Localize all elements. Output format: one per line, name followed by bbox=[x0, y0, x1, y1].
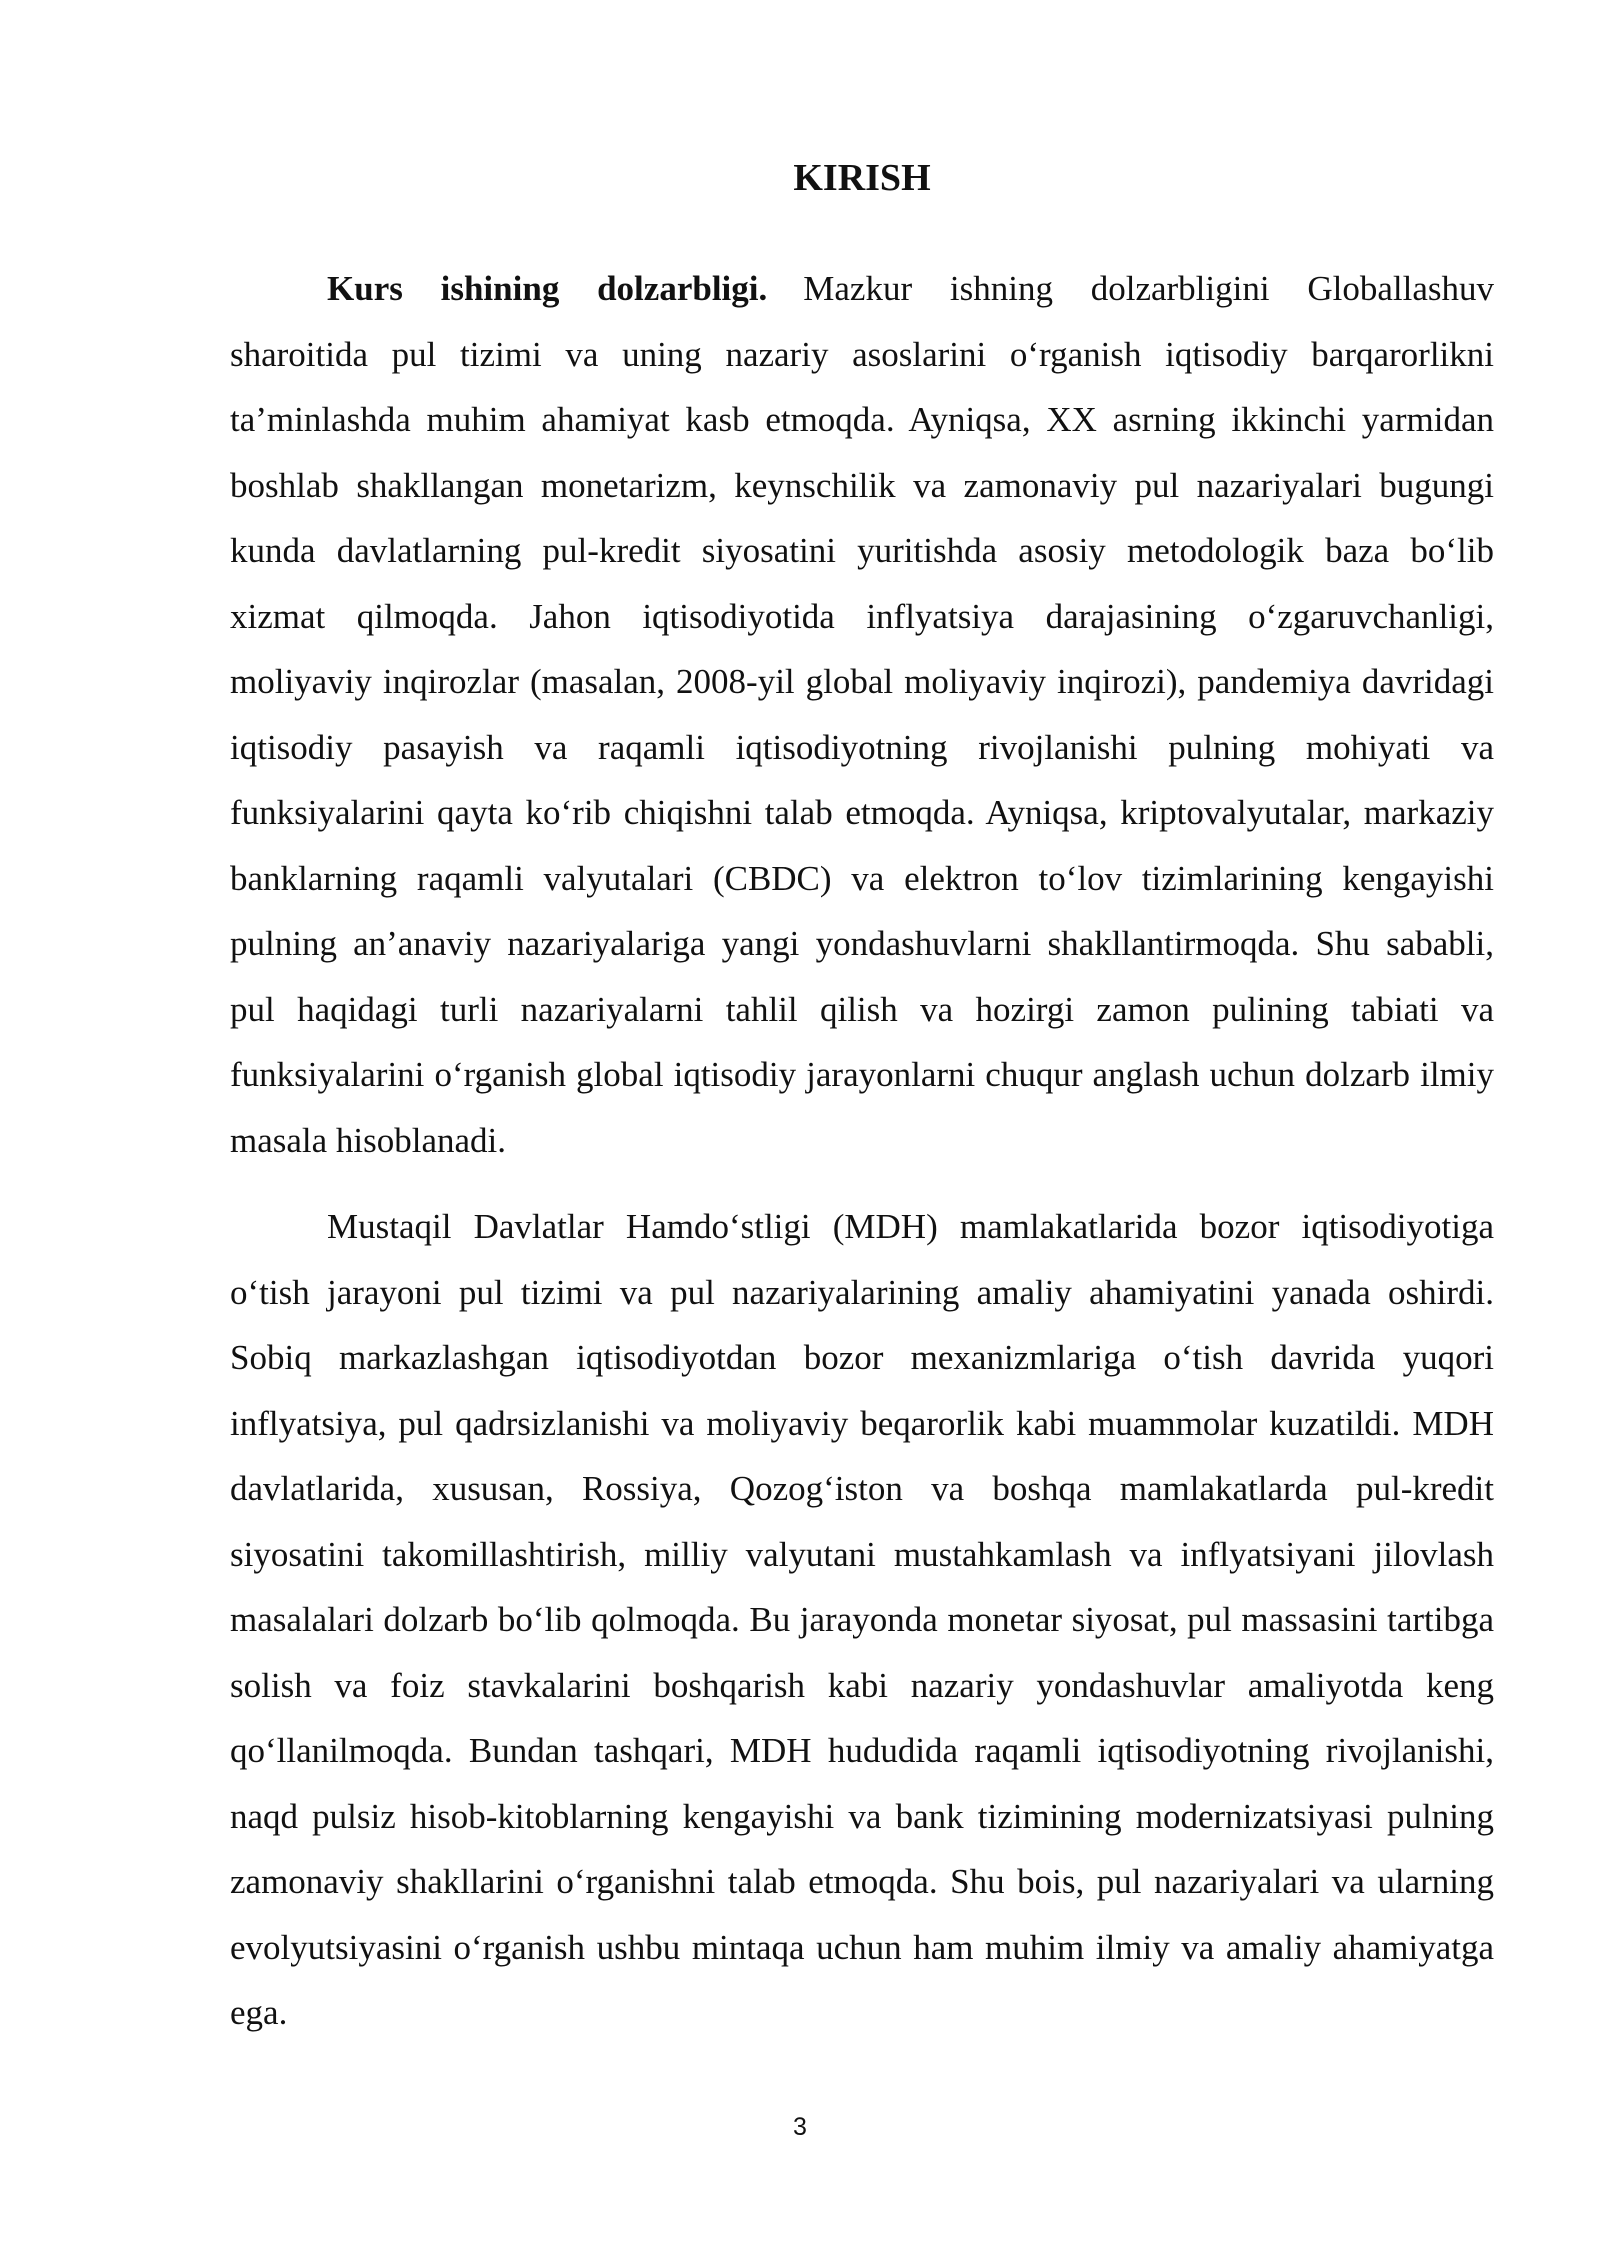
paragraph-body-text: Mazkur ishning dolzarbligini Globallashuv sharoitida pul tizimi va uning nazariy asoslarini o‘rganish iqtisodiy barqarorlikni ta’minlashda muhim ahamiyat kasb etmoqda. Ayniqsa, XX asrning ikkinchi yarmidan boshlab shakllangan monetarizm, keynschilik va zamonaviy pul nazariyalari bugungi kunda davlatlarning pul-kredit siyosatini yuritishda asosiy metodologik baza bo‘lib xizmat qilmoqda. Jahon iqtisodiyotida inflyatsiya darajasining o‘zgaruvchanligi, moliyaviy inqirozlar (masalan, 2008-yil global moliyaviy inqirozi), pandemiya davridagi iqtisodiy pasayish va raqamli iqtisodiyotning rivojlanishi pulning mohiyati va funksiyalarini qayta ko‘rib chiqishni talab etmoqda. Ayniqsa, kriptovalyutalar, markaziy banklarning raqamli valyutalari (CBDC) va elektron to‘lov tizimlarining kengayishi pulning an’anaviy nazariyalariga yangi yondashuvlarni shakllantirmoqda. Shu sababli, pul haqidagi turli nazariyalarni tahlil qilish va hozirgi zamon pulining tabiati va funksiyalarini o‘rganish global iqtisodiy jarayonlarni chuqur anglash uchun dolzarb ilmiy masala hisoblanadi. bbox=[230, 269, 1494, 1160]
paragraph-body-text: Mustaqil Davlatlar Hamdo‘stligi (MDH) mamlakatlarida bozor iqtisodiyotiga o‘tish jarayoni pul tizimi va pul nazariyalarining amaliy ahamiyatini yanada oshirdi. Sobiq markazlashgan iqtisodiyotdan bozor mexanizmlariga o‘tish davrida yuqori inflyatsiya, pul qadrsizlanishi va moliyaviy beqarorlik kabi muammolar kuzatildi. MDH davlatlarida, xususan, Rossiya, Qozog‘iston va boshqa mamlakatlarda pul-kredit siyosatini takomillashtirish, milliy valyutani mustahkamlash va inflyatsiyani jilovlash masalalari dolzarb bo‘lib qolmoqda. Bu jarayonda monetar siyosat, pul massasini tartibga solish va foiz stavkalarini boshqarish kabi nazariy yondashuvlar amaliyotda keng qo‘llanilmoqda. Bundan tashqari, MDH hududida raqamli iqtisodiyotning rivojlanishi, naqd pulsiz hisob-kitoblarning kengayishi va bank tizimining modernizatsiyasi pulning zamonaviy shakllarini o‘rganishni talab etmoqda. Shu bois, pul nazariyalari va ularning evolyutsiyasini o‘rganish ushbu mintaqa uchun ham muhim ilmiy va amaliy ahamiyatga ega. bbox=[230, 1207, 1494, 2032]
paragraph-cis-countries bbox=[230, 1194, 1494, 2046]
document-page bbox=[230, 0, 1494, 2046]
paragraph-relevance bbox=[230, 256, 1494, 1173]
section-title: KIRISH bbox=[793, 157, 931, 199]
paragraph-lead-heading: Kurs ishining dolzarbligi. bbox=[327, 269, 768, 308]
page-number: 3 bbox=[793, 2113, 807, 2141]
